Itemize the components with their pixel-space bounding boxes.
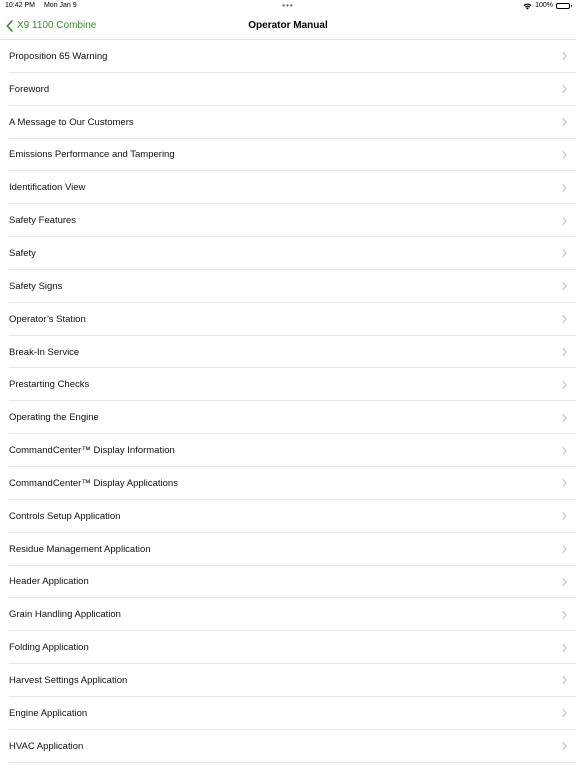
status-left <box>5 0 77 12</box>
list-item-label: Proposition 65 Warning <box>9 50 108 62</box>
list-item-label: A Message to Our Customers <box>9 116 134 128</box>
list-item-label: Safety <box>9 247 36 259</box>
chevron-right-icon <box>562 577 567 586</box>
list-item-label: Safety Features <box>9 215 77 227</box>
list-item[interactable] <box>0 401 576 434</box>
list-item[interactable] <box>0 171 576 204</box>
list-item-label: HVAC Application <box>9 740 84 752</box>
multitasking-dots[interactable]: ••• <box>282 1 294 10</box>
chevron-right-icon <box>562 348 567 357</box>
chevron-left-icon <box>6 20 13 32</box>
chevron-right-icon <box>562 282 567 291</box>
list-item-label: Grain Handling Application <box>9 609 121 621</box>
list-item[interactable] <box>0 303 576 336</box>
wifi-icon <box>523 3 532 10</box>
list-item[interactable] <box>0 368 576 401</box>
list-item-label: Header Application <box>9 576 89 588</box>
chevron-right-icon <box>562 216 567 225</box>
list-item-label: Identification View <box>9 182 86 194</box>
list-item-label: Folding Application <box>9 642 89 654</box>
list-item-label: Prestarting Checks <box>9 379 90 391</box>
chevron-right-icon <box>562 150 567 159</box>
chevron-right-icon <box>562 183 567 192</box>
chevron-right-icon <box>562 249 567 258</box>
list-item-label: Operating the Engine <box>9 412 99 424</box>
list-item[interactable] <box>0 730 576 763</box>
list-item[interactable] <box>0 237 576 270</box>
page-title: Operator Manual <box>248 20 328 31</box>
list-item[interactable] <box>0 270 576 303</box>
list-item[interactable] <box>0 500 576 533</box>
chevron-right-icon <box>562 512 567 521</box>
list-item[interactable] <box>0 106 576 139</box>
list-item[interactable] <box>0 664 576 697</box>
chevron-right-icon <box>562 610 567 619</box>
list-item[interactable] <box>0 533 576 566</box>
list-item[interactable] <box>0 73 576 106</box>
list-item-label: Break-In Service <box>9 346 80 358</box>
list-item-label: Operator’s Station <box>9 313 86 325</box>
list-item[interactable] <box>0 631 576 664</box>
chevron-right-icon <box>562 52 567 61</box>
chevron-right-icon <box>562 545 567 554</box>
manual-section-list <box>0 40 576 763</box>
list-item[interactable] <box>0 598 576 631</box>
chevron-right-icon <box>562 479 567 488</box>
chevron-right-icon <box>562 413 567 422</box>
back-button-label: X9 1100 Combine <box>17 20 97 31</box>
chevron-right-icon <box>562 742 567 751</box>
battery-icon <box>556 3 570 9</box>
list-item-label: Harvest Settings Application <box>9 674 128 686</box>
list-item[interactable] <box>0 566 576 599</box>
chevron-right-icon <box>562 85 567 94</box>
chevron-right-icon <box>562 676 567 685</box>
status-time: 10:42 PM <box>5 2 35 9</box>
list-item-label: Controls Setup Application <box>9 510 121 522</box>
status-bar <box>0 0 576 12</box>
chevron-right-icon <box>562 315 567 324</box>
list-item-label: CommandCenter™ Display Applications <box>9 477 178 489</box>
list-item-label: Emissions Performance and Tampering <box>9 149 175 161</box>
status-right <box>523 0 570 12</box>
list-item[interactable] <box>0 139 576 172</box>
list-item[interactable] <box>0 697 576 730</box>
back-button[interactable] <box>6 12 96 39</box>
list-item-label: Safety Signs <box>9 280 63 292</box>
chevron-right-icon <box>562 709 567 718</box>
chevron-right-icon <box>562 380 567 389</box>
status-date: Mon Jan 9 <box>43 2 77 9</box>
list-item[interactable] <box>0 336 576 369</box>
list-item[interactable] <box>0 40 576 73</box>
list-item[interactable] <box>0 467 576 500</box>
list-item-label: Residue Management Application <box>9 543 151 555</box>
chevron-right-icon <box>562 446 567 455</box>
list-item[interactable] <box>0 434 576 467</box>
chevron-right-icon <box>562 643 567 652</box>
battery-percentage: 100% <box>535 2 553 9</box>
list-item-label: Engine Application <box>9 707 88 719</box>
chevron-right-icon <box>562 118 567 127</box>
list-item-label: CommandCenter™ Display Information <box>9 445 175 457</box>
list-item[interactable] <box>0 204 576 237</box>
list-item-label: Foreword <box>9 83 50 95</box>
navigation-bar <box>0 12 576 40</box>
